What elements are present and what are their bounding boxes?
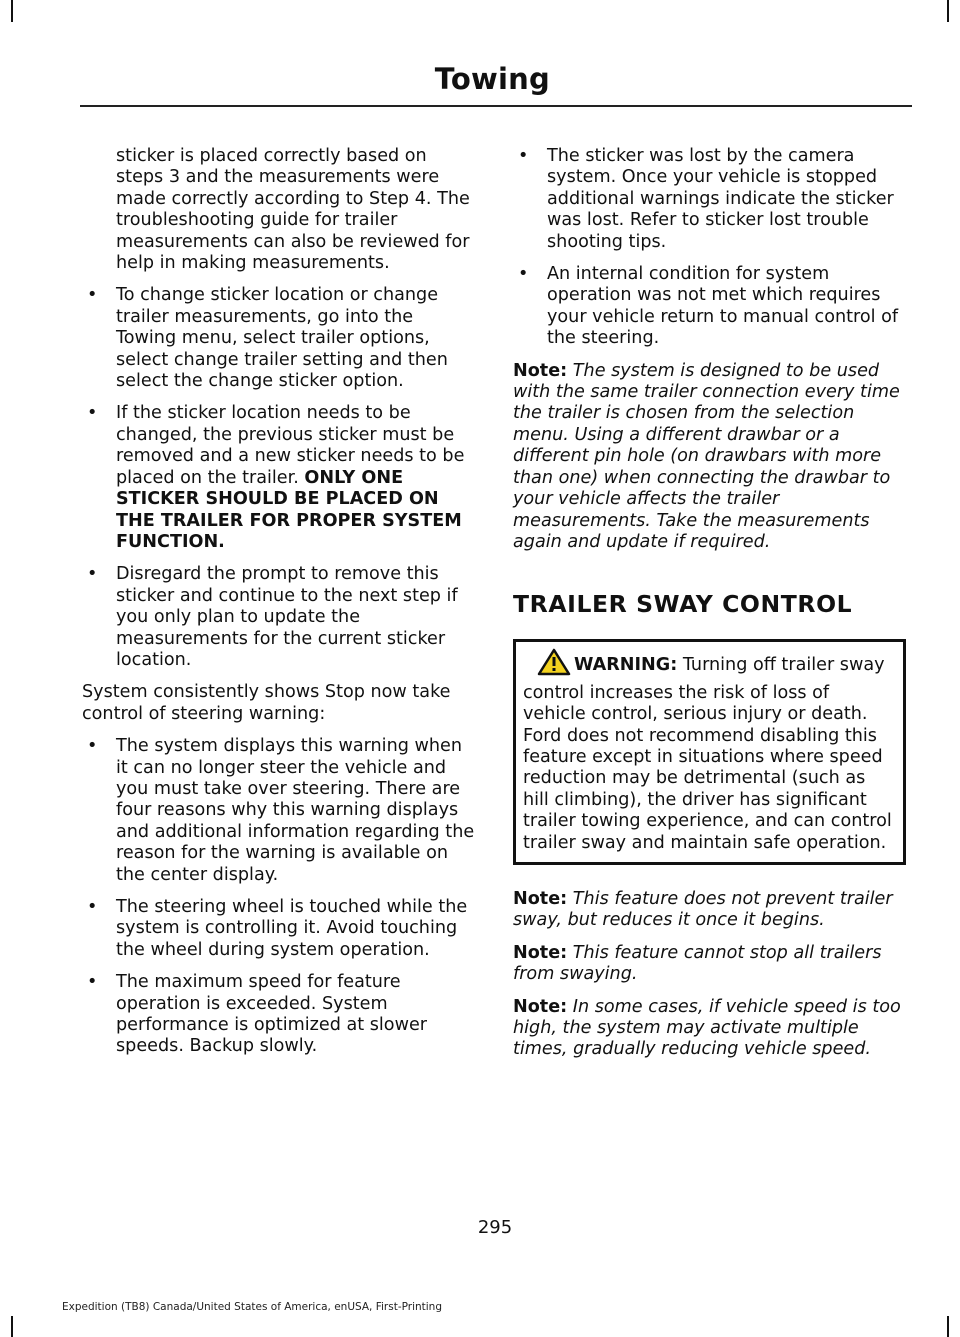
- warning-box: [513, 639, 906, 865]
- note-label: Note:: [513, 942, 568, 963]
- list-item: [82, 285, 475, 392]
- bullet-icon: •: [518, 264, 529, 285]
- note-text: This feature cannot stop all trailers from swaying.: [513, 942, 882, 985]
- edition-footer: Expedition (TB8) Canada/United States of America, enUSA, First-Printing: [62, 1301, 443, 1313]
- list-item: [82, 564, 475, 671]
- list-item-text: The maximum speed for feature operation is exceeded. System performance is optimized at slower speeds. Backup slowly.: [116, 972, 428, 1057]
- bullet-icon: •: [87, 403, 98, 424]
- list-item: [82, 897, 475, 961]
- header-divider: [80, 105, 912, 107]
- list-item-text: If the sticker location needs to be changed, the previous sticker must be removed and a new sticker needs to be placed on the trailer.: [116, 403, 465, 488]
- right-column: [513, 146, 906, 1072]
- list-item: [82, 403, 475, 553]
- list-item: [513, 264, 906, 350]
- sticker-bullet-list: [82, 285, 475, 671]
- crop-mark-bottom-left: [11, 1316, 13, 1337]
- note-label: Note:: [513, 360, 568, 381]
- bullet-icon: •: [87, 564, 98, 585]
- bullet-icon: •: [518, 146, 529, 166]
- crop-mark-bottom-right: [947, 1316, 949, 1337]
- bullet-icon: •: [87, 285, 98, 306]
- page-title: Towing: [434, 62, 550, 96]
- continuation-paragraph: sticker is placed correctly based on steps 3 and the measurements were made correctly according to Step 4. The troubleshooting guide for trailer measurements can also be reviewed for help in making measurements.: [116, 146, 470, 274]
- lost-sticker-bullet-list: [513, 146, 906, 350]
- crop-mark-top-left: [11, 0, 13, 22]
- list-item-text: Disregard the prompt to remove this sticker and continue to the next step if you only plan to update the measurements for the current sticker location.: [116, 564, 458, 670]
- note-paragraph: [513, 889, 906, 932]
- stop-now-bullet-list: [82, 736, 475, 1058]
- stop-now-intro: System consistently shows Stop now take control of steering warning:: [82, 682, 451, 724]
- note-text: The system is designed to be used with the same trailer connection every time the trailer is chosen from the selection menu. Using a different drawbar or a different pin hole (on drawbars with more than one) when connecting the drawbar to your vehicle affects the trailer measurements. Take the measurements again and update if required.: [513, 360, 900, 552]
- list-item: [513, 146, 906, 253]
- bullet-icon: •: [87, 897, 98, 917]
- list-item-text: The sticker was lost by the camera system. Once your vehicle is stopped additional warnings indicate the sticker was lost. Refer to sticker lost trouble shooting tips.: [547, 146, 894, 252]
- list-item-text: The steering wheel is touched while the system is controlling it. Avoid touching the wheel during system operation.: [116, 897, 468, 960]
- note-paragraph: [513, 943, 906, 986]
- list-item: [82, 736, 475, 886]
- bullet-icon: •: [87, 736, 98, 757]
- note-paragraph: [513, 361, 906, 554]
- warning-text: Turning off trailer sway control increases the risk of loss of vehicle control, serious injury or death. Ford does not recommend disabling this feature except in situations where speed reduction may be detrimental (such as hill climbing), the driver has significant trailer towing experience, and can control trailer sway and maintain safe operation.: [523, 655, 892, 853]
- page-number: 295: [477, 1217, 513, 1238]
- warning-triangle-icon: [537, 648, 571, 682]
- list-item-text: To change sticker location or change trailer measurements, go into the Towing menu, select trailer options, select change trailer setting and then select the change sticker option.: [116, 285, 448, 392]
- section-heading: TRAILER SWAY CONTROL: [513, 590, 853, 619]
- note-paragraph: [513, 997, 906, 1061]
- note-label: Note:: [513, 888, 568, 909]
- list-item: [82, 972, 475, 1058]
- note-text: In some cases, if vehicle speed is too high, the system may activate multiple times, gradually reducing vehicle speed.: [513, 996, 901, 1060]
- left-column: [82, 146, 475, 1069]
- list-item-emphasis: ONLY ONE STICKER SHOULD BE PLACED ON THE TRAILER FOR PROPER SYSTEM FUNCTION.: [116, 467, 462, 552]
- note-text: This feature does not prevent trailer sway, but reduces it once it begins.: [513, 888, 893, 931]
- warning-label: WARNING:: [574, 655, 678, 676]
- note-label: Note:: [513, 996, 568, 1017]
- list-item-text: An internal condition for system operation was not met which requires your vehicle return to manual control of the steering.: [547, 264, 899, 349]
- list-item-text: The system displays this warning when it can no longer steer the vehicle and you must take over steering. There are four reasons why this warning displays and additional information regarding the reason for the warning is available on the center display.: [116, 736, 475, 885]
- crop-mark-top-right: [947, 0, 949, 22]
- bullet-icon: •: [87, 972, 98, 993]
